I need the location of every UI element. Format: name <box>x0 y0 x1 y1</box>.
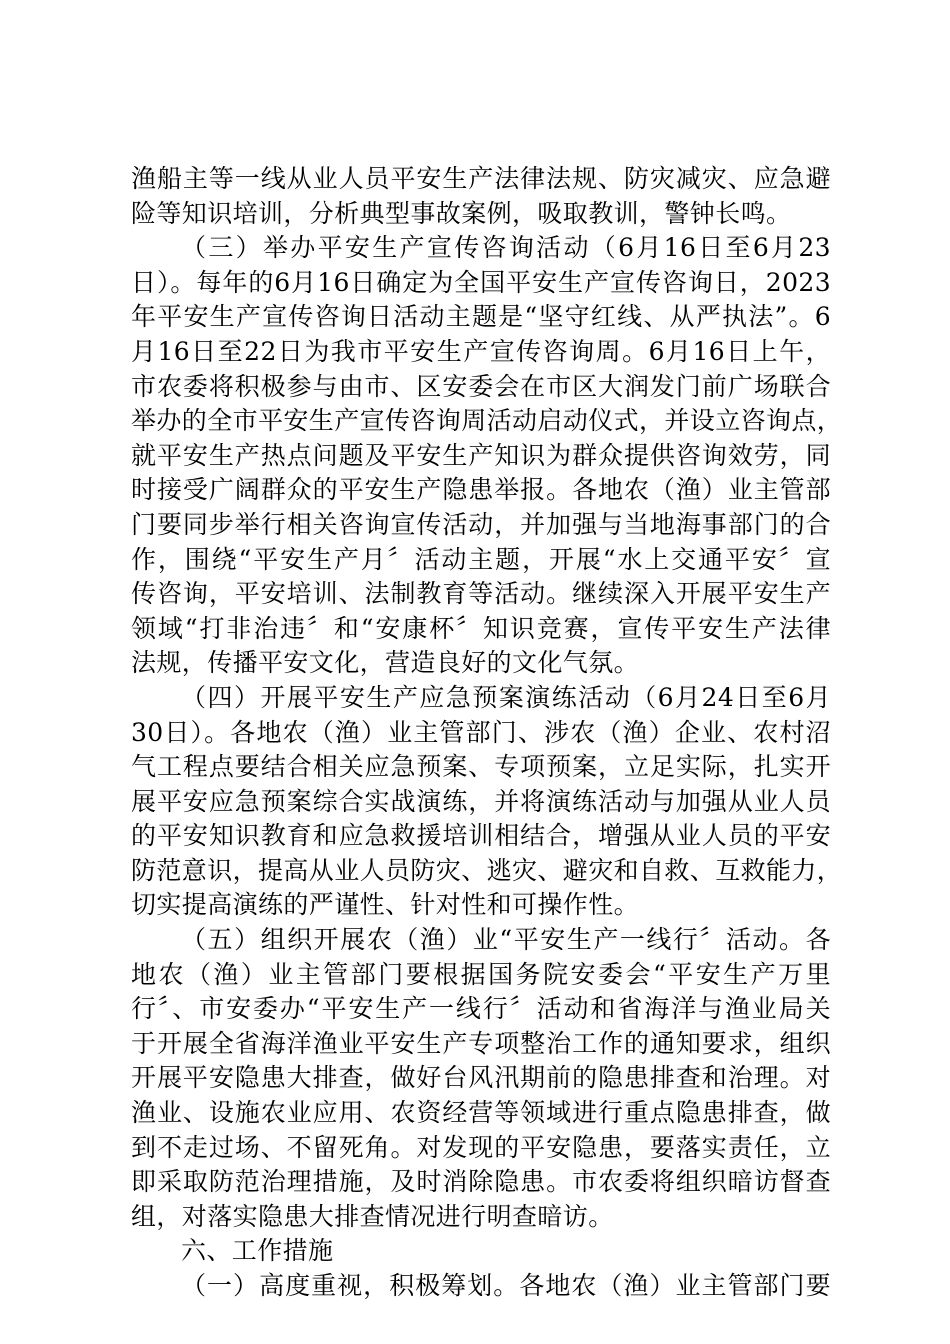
text-line: 月16日至22日为我市平安生产宣传咨询周。6月16日上午， <box>131 336 831 366</box>
document-body <box>131 162 843 1304</box>
text-line: 防范意识，提高从业人员防灾、逃灾、避灾和自救、互救能力， <box>131 855 843 885</box>
text-line: 地农（渔）业主管部门要根据国务院安委会“平安生产万里 <box>131 959 831 989</box>
text-line: 时接受广阔群众的平安生产隐患举报。各地农（渔）业主管部 <box>131 475 831 505</box>
text-line: 市农委将积极参与由市、区安委会在市区大润发门前广场联合 <box>131 371 831 401</box>
text-line: 门要同步举行相关咨询宣传活动，并加强与当地海事部门的合 <box>131 509 831 539</box>
text-line: 渔船主等一线从业人员平安生产法律法规、防灾减灾、应急避 <box>131 164 831 193</box>
text-line: （一）高度重视，积极筹划。各地农（渔）业主管部门要 <box>181 1271 831 1300</box>
text-line: 年平安生产宣传咨询日活动主题是“坚守红线、从严执法”。6 <box>131 302 831 332</box>
text-line: 30日）。各地农（渔）业主管部门、涉农（渔）企业、农村沼 <box>131 717 831 747</box>
text-line: 渔业、设施农业应用、农资经营等领域进行重点隐患排查，做 <box>131 1098 831 1128</box>
text-line: （五）组织开展农（渔）业“平安生产一线行〞活动。各 <box>181 925 831 955</box>
text-line: 险等知识培训，分析典型事故案例，吸取教训，警钟长鸣。 <box>131 198 792 228</box>
text-line: 到不走过场、不留死角。对发现的平安隐患，要落实责任，立 <box>131 1132 831 1162</box>
text-line: 展平安应急预案综合实战演练，并将演练活动与加强从业人员 <box>131 786 831 816</box>
text-line: 作，围绕“平安生产月〞活动主题，开展“水上交通平安〞宣 <box>131 544 831 574</box>
text-line: 传咨询，平安培训、法制教育等活动。继续深入开展平安生产 <box>131 579 831 609</box>
text-line: 领域“打非治违〞和“安康杯〞知识竞赛，宣传平安生产法律 <box>131 613 831 643</box>
text-line: 开展平安隐患大排查，做好台风汛期前的隐患排查和治理。对 <box>131 1063 831 1093</box>
text-line: 行〞、市安委办“平安生产一线行〞活动和省海洋与渔业局关 <box>131 994 831 1024</box>
text-line: 日）。每年的6月16日确定为全国平安生产宣传咨询日，2023 <box>131 267 831 297</box>
text-line: 于开展全省海洋渔业平安生产专项整治工作的通知要求，组织 <box>131 1028 831 1058</box>
text-line: 法规，传播平安文化，营造良好的文化气氛。 <box>131 648 640 678</box>
text-line: （三）举办平安生产宣传咨询活动（6月16日至6月23 <box>181 233 831 263</box>
text-line: 气工程点要结合相关应急预案、专项预案，立足实际，扎实开 <box>131 752 831 782</box>
text-line: 即采取防范治理措施，及时消除隐患。市农委将组织暗访督查 <box>131 1167 831 1197</box>
text-line: 组，对落实隐患大排查情况进行明查暗访。 <box>131 1201 614 1231</box>
section-heading: 六、工作措施 <box>181 1236 334 1266</box>
text-line: 切实提高演练的严谨性、针对性和可操作性。 <box>131 890 640 920</box>
text-line: 的平安知识教育和应急救援培训相结合，增强从业人员的平安 <box>131 821 831 851</box>
text-line: 就平安生产热点问题及平安生产知识为群众提供咨询效劳，同 <box>131 440 831 470</box>
text-line: （四）开展平安生产应急预案演练活动（6月24日至6月 <box>181 682 831 712</box>
text-line: 举办的全市平安生产宣传咨询周活动启动仪式，并设立咨询点， <box>131 406 843 436</box>
